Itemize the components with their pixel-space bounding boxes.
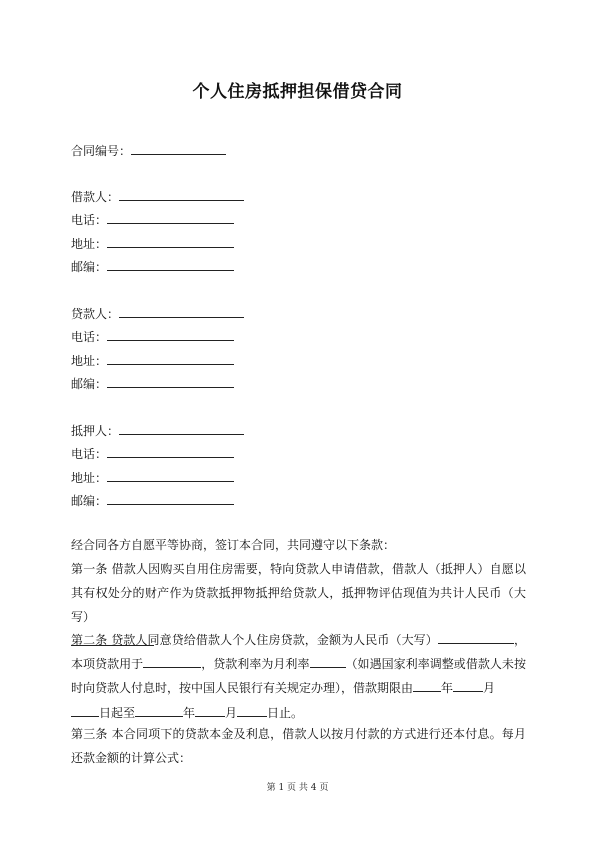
article-2-text-a: 第二条 贷款人同意贷给借款人个人住房贷款，金额为人民币（大写） (71, 633, 438, 647)
year-label: 年 (183, 705, 196, 720)
page-title: 个人住房抵押担保借贷合同 (192, 82, 403, 102)
month-label: 月 (483, 681, 496, 696)
year-label: 年 (441, 681, 454, 696)
mortgagor-address-field[interactable] (107, 470, 234, 482)
lender-address-line (71, 353, 234, 368)
article-2-text-c: ，贷款利率为月利率 (201, 657, 310, 672)
postcode-label: 邮编： (71, 260, 108, 274)
month-label: 月 (225, 705, 238, 720)
start-day-field[interactable] (71, 705, 99, 717)
day-to-label: 日止。 (267, 705, 304, 720)
article-2-text-b: ，本项贷款用于 (71, 633, 526, 672)
article-2 (71, 628, 526, 725)
borrower-postcode-field[interactable] (107, 259, 234, 271)
borrower-line (71, 189, 244, 204)
mortgagor-phone-line (71, 446, 234, 461)
lender-field[interactable] (119, 306, 244, 318)
address-label: 地址： (71, 354, 108, 368)
start-year-field[interactable] (413, 680, 441, 692)
intro-paragraph: 经合同各方自愿平等协商，签订本合同，共同遵守以下条款： (71, 538, 396, 552)
end-day-field[interactable] (237, 705, 267, 717)
end-year-field[interactable] (135, 705, 183, 717)
article-1-text: 第一条 借款人因购买自用住房需要，特向贷款人申请借款，借款人（抵押人）自愿以其有权处分的财产作为贷款抵押物抵押给贷款人，抵押物评估现值为共计人民币（大写） (71, 562, 526, 625)
lender-label: 贷款人： (71, 307, 120, 321)
borrower-phone-line (71, 212, 234, 227)
loan-purpose-field[interactable] (143, 656, 201, 668)
lender-postcode-line (71, 376, 234, 391)
borrower-postcode-line (71, 259, 234, 274)
mortgagor-label: 抵押人： (71, 424, 120, 438)
postcode-label: 邮编： (71, 377, 108, 391)
borrower-phone-field[interactable] (107, 212, 234, 224)
phone-label: 电话： (71, 447, 108, 461)
contract-no-line (71, 143, 226, 158)
postcode-label: 邮编： (71, 494, 108, 508)
article-2-text-d: （如遇国家利率调整或借款人未按时向贷款人付息时，按中国人民银行有关规定办理），借款期限由 (71, 657, 526, 696)
mortgagor-postcode-field[interactable] (107, 493, 234, 505)
lender-line (71, 306, 244, 321)
address-label: 地址： (71, 237, 108, 251)
mortgagor-postcode-line (71, 493, 234, 508)
borrower-label: 借款人： (71, 190, 120, 204)
lender-postcode-field[interactable] (107, 376, 234, 388)
article-3: 第三条 本合同项下的贷款本金及利息，借款人以按月付款的方式进行还本付息。每月还款金额的计算公式： (71, 727, 526, 766)
borrower-address-field[interactable] (107, 236, 234, 248)
page-number: 第 1 页 共 4 页 (266, 783, 329, 793)
start-month-field[interactable] (453, 680, 483, 692)
borrower-address-line (71, 236, 234, 251)
loan-amount-field[interactable] (438, 632, 514, 644)
monthly-rate-field[interactable] (310, 656, 346, 668)
lender-phone-field[interactable] (107, 329, 234, 341)
mortgagor-line (71, 423, 244, 438)
phone-label: 电话： (71, 213, 108, 227)
mortgagor-address-line (71, 470, 234, 485)
phone-label: 电话： (71, 330, 108, 344)
end-month-field[interactable] (195, 705, 225, 717)
mortgagor-field[interactable] (119, 423, 244, 435)
day-from-label: 日起至 (99, 705, 136, 720)
lender-address-field[interactable] (107, 353, 234, 365)
borrower-field[interactable] (119, 189, 244, 201)
lender-phone-line (71, 329, 234, 344)
contract-no-label: 合同编号： (71, 144, 132, 158)
contract-no-field[interactable] (131, 143, 226, 155)
address-label: 地址： (71, 471, 108, 485)
mortgagor-phone-field[interactable] (107, 446, 234, 458)
